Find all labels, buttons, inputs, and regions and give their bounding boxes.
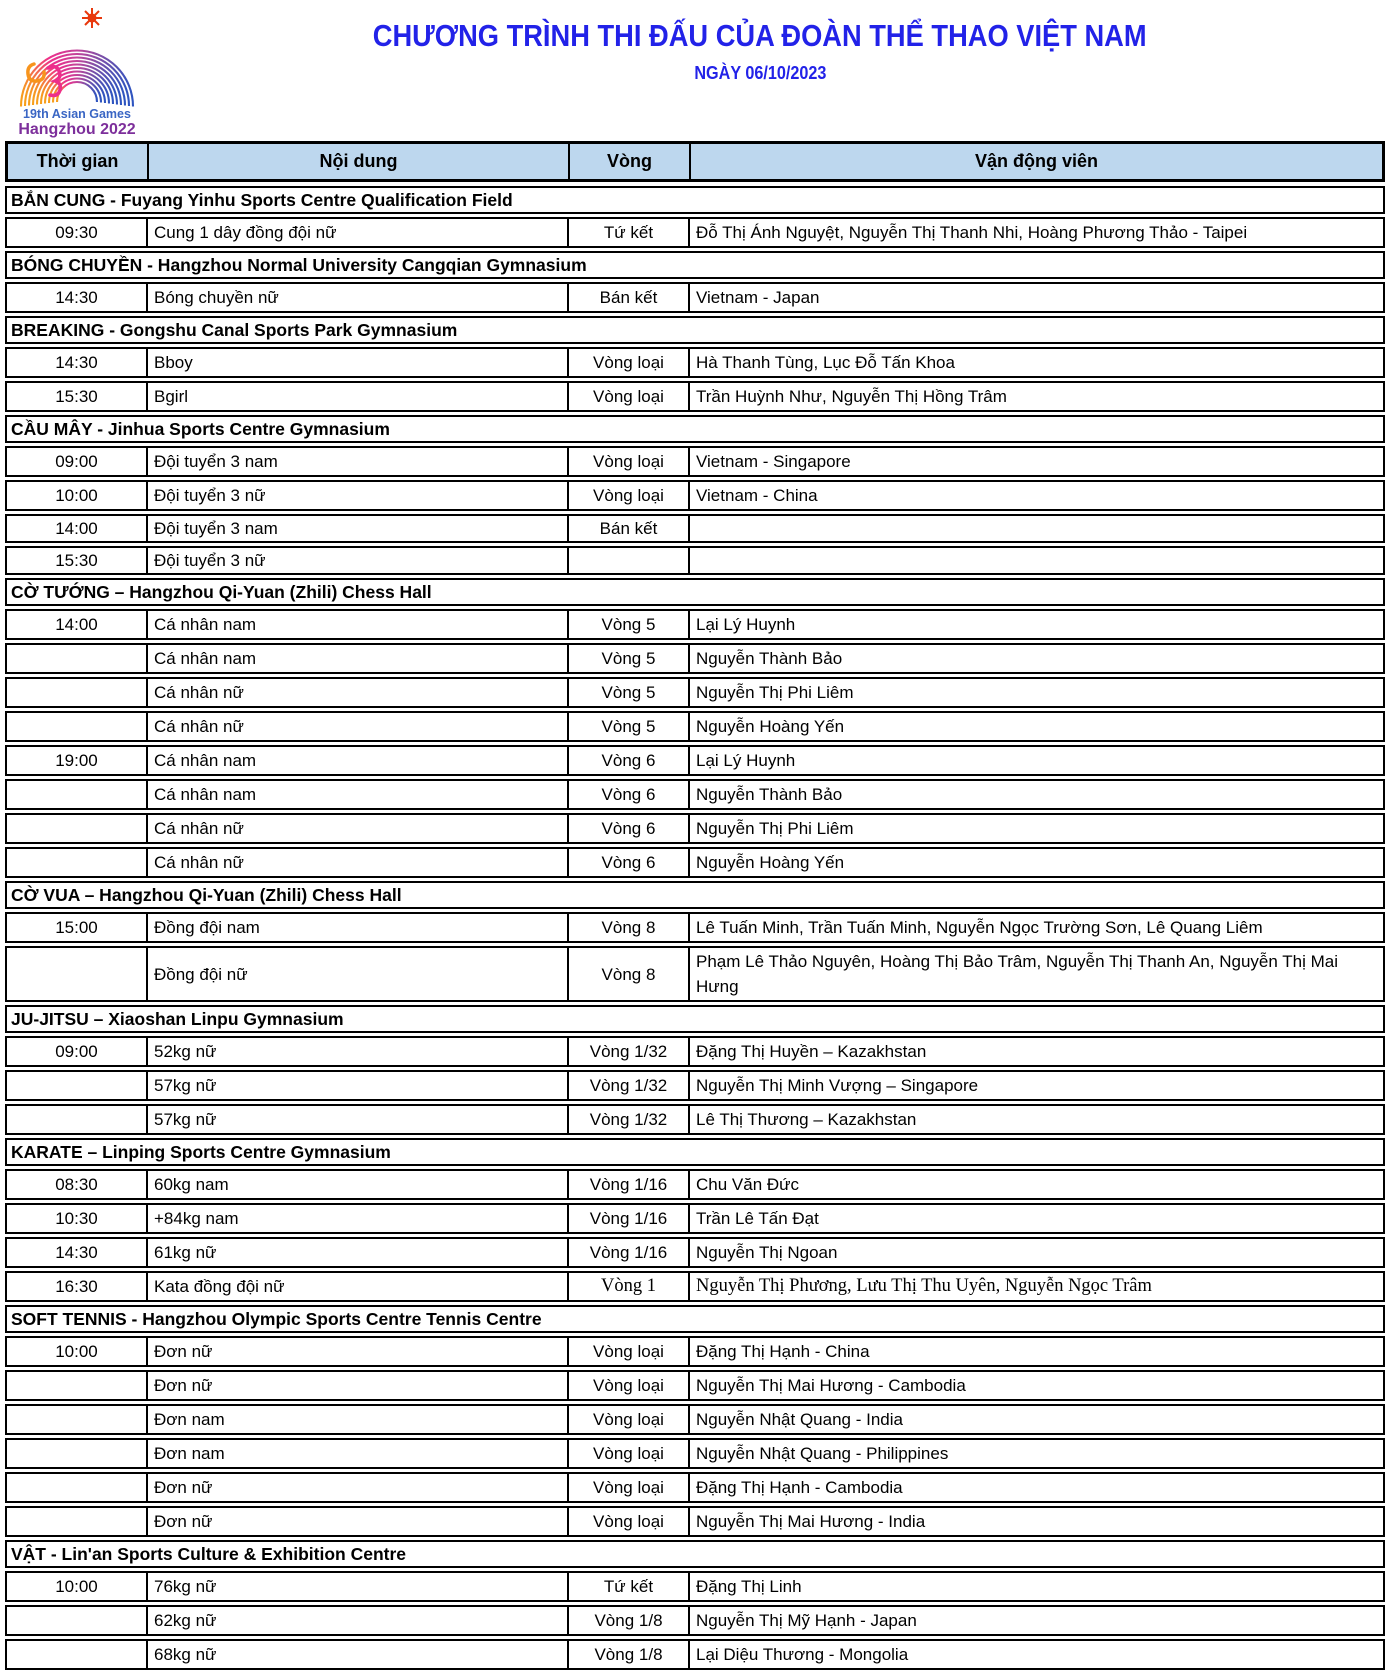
round-cell: Vòng loại xyxy=(567,482,688,509)
table-row xyxy=(5,711,1385,742)
athletes-cell: Nguyễn Nhật Quang - Philippines xyxy=(688,1440,1383,1467)
time-cell: 09:00 xyxy=(55,1042,98,1061)
table-row xyxy=(5,1438,1385,1469)
round-cell: Vòng 1/32 xyxy=(567,1072,688,1099)
athletes-cell: Chu Văn Đức xyxy=(688,1171,1383,1198)
table-row xyxy=(5,1370,1385,1401)
athletes-cell: Lại Lý Huynh xyxy=(688,611,1383,638)
round-cell: Vòng loại xyxy=(567,1338,688,1365)
round-cell: Vòng loại xyxy=(567,1406,688,1433)
round-cell: Vòng 1/16 xyxy=(567,1205,688,1232)
table-row xyxy=(5,347,1385,378)
athletes-cell: Nguyễn Thị Mỹ Hạnh - Japan xyxy=(688,1607,1383,1634)
table-row xyxy=(5,946,1385,1002)
section-header-row: JU-JITSU – Xiaoshan Linpu Gymnasium xyxy=(5,1005,1385,1033)
athletes-cell: Trần Huỳnh Như, Nguyễn Thị Hồng Trâm xyxy=(688,383,1383,410)
event-cell: Đơn nữ xyxy=(146,1372,567,1399)
event-cell: Đơn nam xyxy=(146,1406,567,1433)
table-row xyxy=(5,847,1385,878)
event-cell: Đội tuyển 3 nữ xyxy=(146,482,567,509)
time-cell xyxy=(7,1607,146,1634)
time-cell xyxy=(7,1406,146,1433)
section-header-row: VẬT - Lin'an Sports Culture & Exhibition Centre xyxy=(5,1540,1385,1568)
table-row xyxy=(5,1271,1385,1302)
athletes-cell: Đặng Thị Hạnh - China xyxy=(688,1338,1383,1365)
athletes-cell: Nguyễn Thị Minh Vượng – Singapore xyxy=(688,1072,1383,1099)
table-row xyxy=(5,1070,1385,1101)
col-header-round: Vòng xyxy=(568,144,689,179)
athletes-cell xyxy=(688,548,1383,573)
section-header-row: BÓNG CHUYỀN - Hangzhou Normal University Cangqian Gymnasium xyxy=(5,251,1385,279)
athletes-cell: Nguyễn Hoàng Yến xyxy=(688,713,1383,740)
table-header-row xyxy=(5,141,1385,182)
event-cell: 62kg nữ xyxy=(146,1607,567,1634)
table-row xyxy=(5,677,1385,708)
athletes-cell: Nguyễn Thị Phương, Lưu Thị Thu Uyên, Nguyễn Ngọc Trâm xyxy=(688,1273,1383,1300)
section-header-row: BẮN CUNG - Fuyang Yinhu Sports Centre Qualification Field xyxy=(5,186,1385,214)
time-cell: 10:00 xyxy=(55,1577,98,1596)
athletes-cell: Đỗ Thị Ánh Nguyệt, Nguyễn Thị Thanh Nhi, Hoàng Phương Thảo - Taipei xyxy=(688,219,1383,246)
event-cell: Bgirl xyxy=(146,383,567,410)
round-cell: Vòng loại xyxy=(567,448,688,475)
table-row xyxy=(5,1571,1385,1602)
round-cell: Vòng 6 xyxy=(567,781,688,808)
title-block xyxy=(170,18,1350,84)
round-cell xyxy=(567,548,688,573)
time-cell: 14:30 xyxy=(55,353,98,372)
table-row xyxy=(5,1472,1385,1503)
athletes-cell: Vietnam - Japan xyxy=(688,284,1383,311)
table-row xyxy=(5,1104,1385,1135)
event-cell: Đơn nữ xyxy=(146,1474,567,1501)
table-row xyxy=(5,1203,1385,1234)
asian-games-logo-graphic xyxy=(4,2,164,140)
col-header-event: Nội dung xyxy=(147,144,568,179)
section-header-row: CỜ VUA – Hangzhou Qi-Yuan (Zhili) Chess Hall xyxy=(5,881,1385,909)
athletes-cell: Lại Lý Huynh xyxy=(688,747,1383,774)
table-row xyxy=(5,1404,1385,1435)
time-cell: 14:00 xyxy=(55,615,98,634)
round-cell: Vòng 1/32 xyxy=(567,1106,688,1133)
event-cell: Cung 1 dây đồng đội nữ xyxy=(146,219,567,246)
table-row xyxy=(5,480,1385,511)
round-cell: Vòng 1/32 xyxy=(567,1038,688,1065)
athletes-cell: Nguyễn Thị Phi Liêm xyxy=(688,679,1383,706)
table-row xyxy=(5,1605,1385,1636)
time-cell xyxy=(7,948,146,1000)
athletes-cell: Lại Diệu Thương - Mongolia xyxy=(688,1641,1383,1668)
event-cell: Cá nhân nữ xyxy=(146,815,567,842)
time-cell: 19:00 xyxy=(55,751,98,770)
athletes-cell xyxy=(688,516,1383,541)
time-cell xyxy=(7,849,146,876)
athletes-cell: Nguyễn Thị Mai Hương - Cambodia xyxy=(688,1372,1383,1399)
event-cell: Cá nhân nam xyxy=(146,781,567,808)
round-cell: Vòng 1/8 xyxy=(567,1607,688,1634)
event-cell: Cá nhân nam xyxy=(146,747,567,774)
event-cell: 76kg nữ xyxy=(146,1573,567,1600)
table-row xyxy=(5,779,1385,810)
athletes-cell: Nguyễn Nhật Quang - India xyxy=(688,1406,1383,1433)
time-cell: 08:30 xyxy=(55,1175,98,1194)
asian-games-logo xyxy=(4,2,164,140)
table-row xyxy=(5,643,1385,674)
table-row xyxy=(5,282,1385,313)
time-cell xyxy=(7,781,146,808)
athletes-cell: Đặng Thị Hạnh - Cambodia xyxy=(688,1474,1383,1501)
time-cell xyxy=(7,679,146,706)
table-row xyxy=(5,514,1385,543)
round-cell: Tứ kết xyxy=(567,219,688,246)
col-header-athletes: Vận động viên xyxy=(689,144,1382,179)
event-cell: +84kg nam xyxy=(146,1205,567,1232)
event-cell: 68kg nữ xyxy=(146,1641,567,1668)
round-cell: Vòng 6 xyxy=(567,747,688,774)
event-cell: 52kg nữ xyxy=(146,1038,567,1065)
athletes-cell: Nguyễn Thị Phi Liêm xyxy=(688,815,1383,842)
time-cell xyxy=(7,1508,146,1535)
table-row xyxy=(5,1336,1385,1367)
table-row xyxy=(5,1506,1385,1537)
event-cell: Đơn nữ xyxy=(146,1338,567,1365)
section-header-row: CẦU MÂY - Jinhua Sports Centre Gymnasium xyxy=(5,415,1385,443)
time-cell xyxy=(7,1440,146,1467)
event-cell: Cá nhân nữ xyxy=(146,679,567,706)
event-cell: Đội tuyển 3 nữ xyxy=(146,548,567,573)
time-cell: 14:00 xyxy=(55,519,98,538)
round-cell: Vòng 5 xyxy=(567,611,688,638)
schedule-table xyxy=(5,141,1385,1670)
time-cell: 09:00 xyxy=(55,452,98,471)
event-cell: Kata đồng đội nữ xyxy=(146,1273,567,1300)
page-date: NGÀY 06/10/2023 xyxy=(693,63,827,83)
event-cell: Đồng đội nam xyxy=(146,914,567,941)
time-cell: 16:30 xyxy=(55,1277,98,1296)
round-cell: Vòng 1 xyxy=(567,1273,688,1300)
athletes-cell: Vietnam - China xyxy=(688,482,1383,509)
table-row xyxy=(5,1639,1385,1670)
round-cell: Vòng loại xyxy=(567,1508,688,1535)
athletes-cell: Đặng Thị Linh xyxy=(688,1573,1383,1600)
time-cell: 14:30 xyxy=(55,1243,98,1262)
round-cell: Vòng loại xyxy=(567,1372,688,1399)
time-cell: 10:00 xyxy=(55,486,98,505)
round-cell: Vòng loại xyxy=(567,1474,688,1501)
event-cell: 61kg nữ xyxy=(146,1239,567,1266)
round-cell: Vòng 8 xyxy=(567,914,688,941)
round-cell: Bán kết xyxy=(567,284,688,311)
logo-line2: Hangzhou 2022 xyxy=(18,121,136,138)
time-cell xyxy=(7,1072,146,1099)
table-row xyxy=(5,609,1385,640)
time-cell xyxy=(7,1372,146,1399)
table-row xyxy=(5,546,1385,575)
time-cell: 10:00 xyxy=(55,1342,98,1361)
round-cell: Vòng loại xyxy=(567,1440,688,1467)
round-cell: Tứ kết xyxy=(567,1573,688,1600)
event-cell: Đơn nam xyxy=(146,1440,567,1467)
page-title: CHƯƠNG TRÌNH THI ĐẤU CỦA ĐOÀN THỂ THAO VIỆT NAM xyxy=(373,18,1147,53)
section-header-row: CỜ TƯỚNG – Hangzhou Qi-Yuan (Zhili) Chess Hall xyxy=(5,578,1385,606)
athletes-cell: Nguyễn Hoàng Yến xyxy=(688,849,1383,876)
round-cell: Vòng 5 xyxy=(567,679,688,706)
time-cell: 10:30 xyxy=(55,1209,98,1228)
time-cell: 14:30 xyxy=(55,288,98,307)
athletes-cell: Nguyễn Thành Bảo xyxy=(688,645,1383,672)
table-body xyxy=(5,186,1385,1670)
event-cell: 57kg nữ xyxy=(146,1106,567,1133)
round-cell: Bán kết xyxy=(567,516,688,541)
event-cell: 57kg nữ xyxy=(146,1072,567,1099)
round-cell: Vòng 1/8 xyxy=(567,1641,688,1668)
athletes-cell: Vietnam - Singapore xyxy=(688,448,1383,475)
round-cell: Vòng 6 xyxy=(567,849,688,876)
logo-line1: 19th Asian Games xyxy=(23,107,131,121)
table-row xyxy=(5,446,1385,477)
athletes-cell: Đặng Thị Huyền – Kazakhstan xyxy=(688,1038,1383,1065)
fan-arcs xyxy=(21,51,133,107)
athletes-cell: Nguyễn Thị Mai Hương - India xyxy=(688,1508,1383,1535)
athletes-cell: Lê Thị Thương – Kazakhstan xyxy=(688,1106,1383,1133)
time-cell: 15:30 xyxy=(55,387,98,406)
athletes-cell: Nguyễn Thành Bảo xyxy=(688,781,1383,808)
athletes-cell: Hà Thanh Tùng, Lục Đỗ Tấn Khoa xyxy=(688,349,1383,376)
col-header-time: Thời gian xyxy=(36,151,119,171)
page-header xyxy=(0,0,1390,141)
time-cell: 15:30 xyxy=(55,551,98,570)
time-cell xyxy=(7,713,146,740)
time-cell xyxy=(7,1474,146,1501)
table-row xyxy=(5,912,1385,943)
time-cell xyxy=(7,815,146,842)
table-row xyxy=(5,217,1385,248)
round-cell: Vòng 5 xyxy=(567,713,688,740)
time-cell xyxy=(7,1106,146,1133)
section-header-row: SOFT TENNIS - Hangzhou Olympic Sports Centre Tennis Centre xyxy=(5,1305,1385,1333)
sun-icon xyxy=(82,8,102,28)
athletes-cell: Lê Tuấn Minh, Trần Tuấn Minh, Nguyễn Ngọc Trường Sơn, Lê Quang Liêm xyxy=(688,914,1383,941)
table-row xyxy=(5,1169,1385,1200)
round-cell: Vòng 8 xyxy=(567,948,688,1000)
event-cell: Đội tuyển 3 nam xyxy=(146,448,567,475)
time-cell xyxy=(7,1641,146,1668)
event-cell: Bboy xyxy=(146,349,567,376)
round-cell: Vòng 6 xyxy=(567,815,688,842)
event-cell: Đồng đội nữ xyxy=(146,948,567,1000)
event-cell: Cá nhân nữ xyxy=(146,713,567,740)
table-row xyxy=(5,813,1385,844)
table-row xyxy=(5,1036,1385,1067)
event-cell: Cá nhân nam xyxy=(146,645,567,672)
event-cell: Đội tuyển 3 nam xyxy=(146,516,567,541)
round-cell: Vòng loại xyxy=(567,383,688,410)
event-cell: Bóng chuyền nữ xyxy=(146,284,567,311)
event-cell: Đơn nữ xyxy=(146,1508,567,1535)
round-cell: Vòng 1/16 xyxy=(567,1171,688,1198)
round-cell: Vòng 1/16 xyxy=(567,1239,688,1266)
table-row xyxy=(5,1237,1385,1268)
event-cell: Cá nhân nam xyxy=(146,611,567,638)
event-cell: 60kg nam xyxy=(146,1171,567,1198)
table-row xyxy=(5,745,1385,776)
time-cell: 09:30 xyxy=(55,223,98,242)
athletes-cell: Trần Lê Tấn Đạt xyxy=(688,1205,1383,1232)
section-header-row: KARATE – Linping Sports Centre Gymnasium xyxy=(5,1138,1385,1166)
round-cell: Vòng 5 xyxy=(567,645,688,672)
time-cell: 15:00 xyxy=(55,918,98,937)
time-cell xyxy=(7,645,146,672)
athletes-cell: Phạm Lê Thảo Nguyên, Hoàng Thị Bảo Trâm, Nguyễn Thị Thanh An, Nguyễn Thị Mai Hưng xyxy=(688,948,1383,1000)
round-cell: Vòng loại xyxy=(567,349,688,376)
athletes-cell: Nguyễn Thị Ngoan xyxy=(688,1239,1383,1266)
event-cell: Cá nhân nữ xyxy=(146,849,567,876)
section-header-row: BREAKING - Gongshu Canal Sports Park Gymnasium xyxy=(5,316,1385,344)
table-row xyxy=(5,381,1385,412)
